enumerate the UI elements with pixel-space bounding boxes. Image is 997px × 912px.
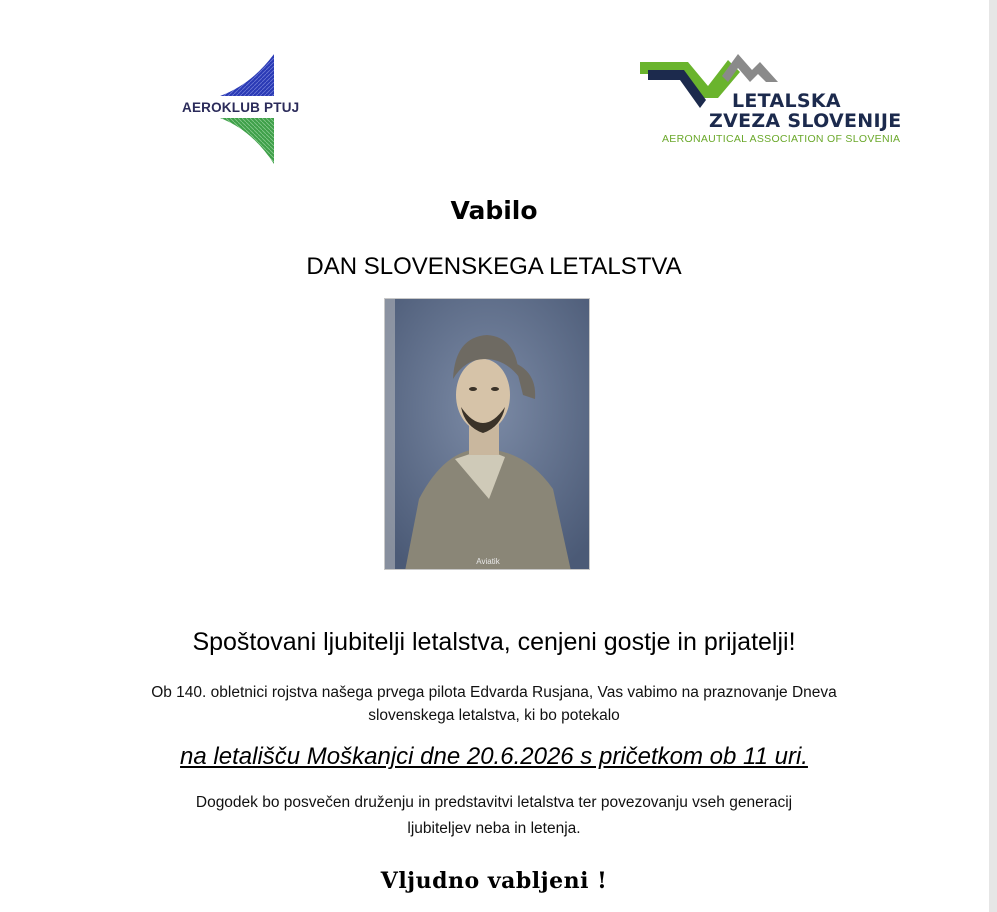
page-edge — [989, 0, 997, 912]
lzs-logo-line2: ZVEZA SLOVENIJE — [709, 110, 902, 132]
intro-line-2: slovenskega letalstva, ki bo potekalo — [368, 707, 620, 724]
description-paragraph — [120, 790, 868, 842]
aeroklub-logo-text: AEROKLUB PTUJ — [182, 100, 300, 115]
letalska-zveza-logo — [640, 50, 902, 150]
aviator-portrait-icon — [385, 299, 590, 570]
greeting-line: Spoštovani ljubitelji letalstva, cenjeni gostje in prijatelji! — [192, 628, 796, 656]
desc-line-2: ljubiteljev neba in letenja. — [407, 820, 581, 837]
invitation-title: Vabilo — [450, 196, 538, 225]
desc-line-1: Dogodek bo posvečen druženju in predstavitvi letalstva ter povezovanju vseh generacij — [195, 794, 793, 811]
portrait-photo — [384, 298, 590, 570]
photo-caption: Aviatik — [476, 557, 500, 566]
intro-line-1: Ob 140. obletnici rojstva našega prvega pilota Edvarda Rusjana, Vas vabimo na praznovanje Dneva — [151, 684, 837, 701]
event-subtitle: DAN SLOVENSKEGA LETALSTVA — [306, 253, 682, 280]
lzs-logo-line1: LETALSKA — [732, 90, 841, 112]
intro-paragraph — [120, 681, 868, 727]
closing-line: Vljudno vabljeni ! — [380, 868, 608, 894]
aeroklub-ptuj-logo — [182, 54, 317, 164]
lzs-logo-line3: AERONAUTICAL ASSOCIATION OF SLOVENIA — [662, 133, 901, 145]
venue-date-line: na letališču Moškanjci dne 20.6.2026 s pričetkom ob 11 uri. — [180, 743, 808, 770]
